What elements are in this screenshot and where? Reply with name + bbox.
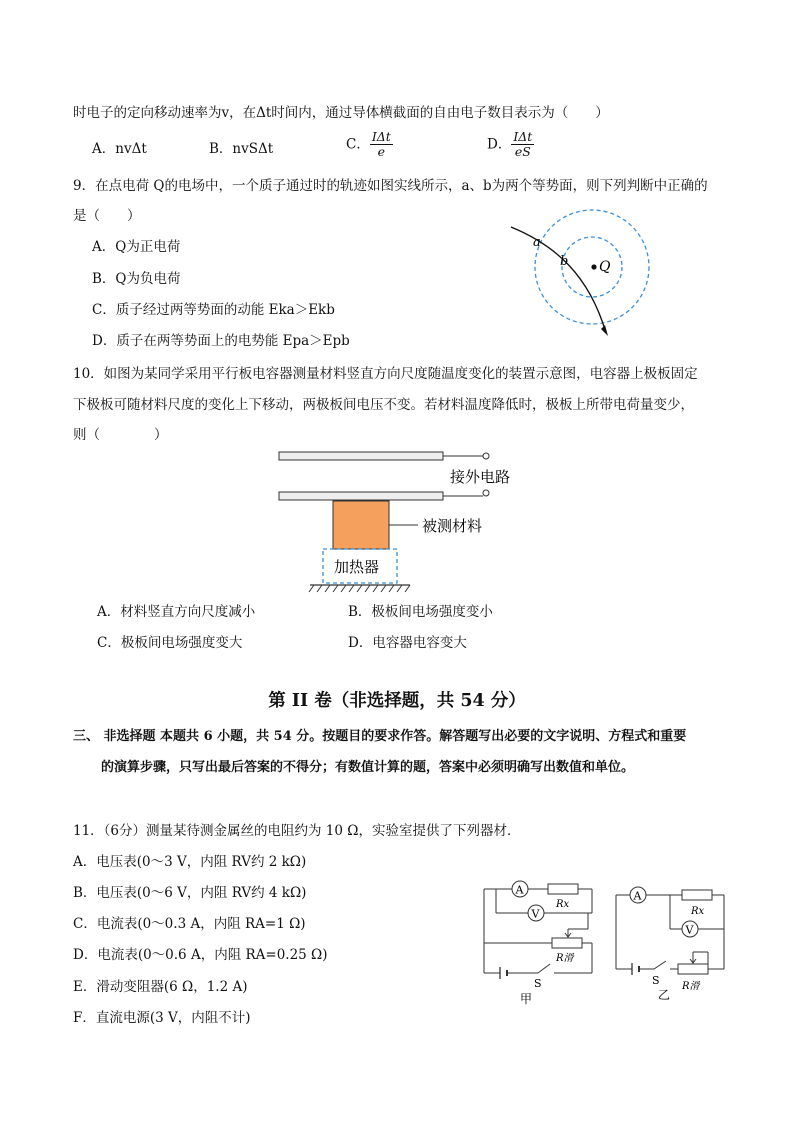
- q11-jia-ammeter-label: A: [515, 883, 524, 897]
- q8-option-d-fraction: [511, 130, 534, 159]
- q11-jia-caption: 甲: [520, 992, 533, 1006]
- q11-stem: 11．（6分）测量某待测金属丝的电阻约为 10 Ω，实验室提供了下列器材．: [73, 823, 521, 839]
- q10-option-a: A．材料竖直方向尺度减小: [97, 604, 256, 620]
- q9-point-charge: [591, 264, 596, 269]
- q8-option-a: A．nvΔt: [92, 141, 147, 157]
- q10-stem-line3: 则（ ）: [73, 427, 168, 443]
- q11-yi-slider-arrow: [690, 952, 696, 963]
- q9-stem-line1: 9．在点电荷 Q的电场中，一个质子通过时的轨迹如图实线所示，a、b为两个等势面，则下列判断中正确的: [73, 178, 708, 194]
- q10-option-b: B．极板间电场强度变小: [348, 604, 493, 620]
- section-2-instructions-line1: 三、 非选择题 本题共 6 小题，共 54 分。按题目的要求作答。解答题写出必要的文字说明、方程式和重要: [73, 729, 687, 744]
- q10-option-d: D．电容器电容变大: [348, 635, 467, 651]
- q11-option-b: B．电压表(0～6 V，内阻 RV约 4 kΩ): [73, 885, 307, 901]
- q11-circuit-jia: [476, 875, 601, 1010]
- q11-yi-rx-label: Rx: [691, 906, 705, 917]
- q9-option-b: B．Q为负电荷: [92, 271, 181, 287]
- q8-option-c-prefix: C．: [346, 136, 370, 153]
- q9-option-d: D．质子在两等势面上的电势能 Epa＞Epb: [92, 333, 350, 349]
- q8-option-b: B．nvSΔt: [209, 141, 274, 157]
- q11-option-d: D．电流表(0～0.6 A，内阻 RA=0.25 Ω): [73, 947, 328, 963]
- q11-jia-rx-label: Rx: [556, 899, 570, 910]
- q8-option-d: [487, 130, 534, 159]
- q10-lower-terminal: [483, 490, 489, 496]
- q9-option-c: C．质子经过两等势面的动能 Eka＞Ekb: [92, 302, 335, 318]
- q10-heater-label: 加热器: [334, 558, 380, 576]
- q11-jia-slider-arrow: [565, 929, 571, 937]
- q9-label-a: a: [533, 235, 541, 250]
- q10-ground-hatch: [309, 585, 410, 592]
- q10-stem-line1: 10．如图为某同学采用平行板电容器测量材料竖直方向尺度随温度变化的装置示意图，电容器上极板固定: [73, 366, 698, 382]
- section-2-instructions-line2: 的演算步骤，只写出最后答案的不得分；有数值计算的题，答案中必须明确写出数值和单位。: [101, 760, 635, 775]
- q9-field-figure: [495, 205, 675, 355]
- q10-stem-line2: 下极板可随材料尺度的变化上下移动，两极板间电压不变。若材料温度降低时，极板上所带电荷量变少，: [73, 397, 694, 413]
- q9-option-a: A．Q为正电荷: [92, 239, 181, 255]
- q10-material-block: [333, 501, 389, 549]
- q11-option-e: E．滑动变阻器(6 Ω，1.2 A): [73, 979, 248, 995]
- q8-option-c: [346, 130, 393, 159]
- q11-jia-switch-label: S: [534, 977, 542, 990]
- q8-option-d-numerator: IΔt: [513, 129, 533, 144]
- q10-capacitor-figure: [270, 445, 530, 595]
- q10-circuit-label: 接外电路: [450, 468, 511, 486]
- q9-stem-line2: 是（ ）: [73, 208, 141, 224]
- q9-trajectory: [511, 227, 606, 333]
- q8-stem: 时电子的定向移动速率为v，在Δt时间内，通过导体横截面的自由电子数目表示为（ ）: [73, 105, 609, 121]
- q11-option-f: F．直流电源(3 V，内阻不计): [73, 1010, 251, 1026]
- q11-jia-rslide-label: R滑: [556, 953, 574, 964]
- q11-yi-switch-label: S: [652, 974, 660, 987]
- q11-yi-voltmeter-label: V: [685, 923, 694, 937]
- q8-option-c-denominator: e: [377, 144, 386, 159]
- q10-material-label: 被测材料: [422, 517, 483, 535]
- q10-lower-plate: [279, 492, 443, 500]
- q8-option-c-numerator: IΔt: [371, 129, 391, 144]
- q9-label-q: Q: [599, 259, 611, 275]
- q8-option-d-prefix: D．: [487, 136, 512, 153]
- q11-circuit-yi: [608, 877, 736, 1017]
- q11-option-c: C．电流表(0～0.3 A，内阻 RA=1 Ω): [73, 916, 306, 932]
- q11-yi-caption: 乙: [658, 988, 671, 1002]
- q9-trajectory-arrow: [601, 325, 608, 336]
- q10-upper-terminal: [483, 453, 489, 459]
- q11-yi-rslide-label: R滑: [682, 981, 700, 992]
- q10-upper-plate: [279, 452, 443, 460]
- q10-option-c: C．极板间电场强度变大: [97, 635, 243, 651]
- q9-label-b: b: [560, 254, 569, 269]
- q8-option-d-denominator: eS: [514, 144, 531, 159]
- q11-option-a: A．电压表(0～3 V，内阻 RV约 2 kΩ): [73, 854, 307, 870]
- section-2-title: 第 II 卷（非选择题，共 54 分）: [268, 691, 526, 711]
- q11-yi-ammeter-label: A: [633, 889, 642, 903]
- q8-option-c-fraction: [370, 130, 393, 159]
- q11-jia-voltmeter-label: V: [531, 907, 540, 921]
